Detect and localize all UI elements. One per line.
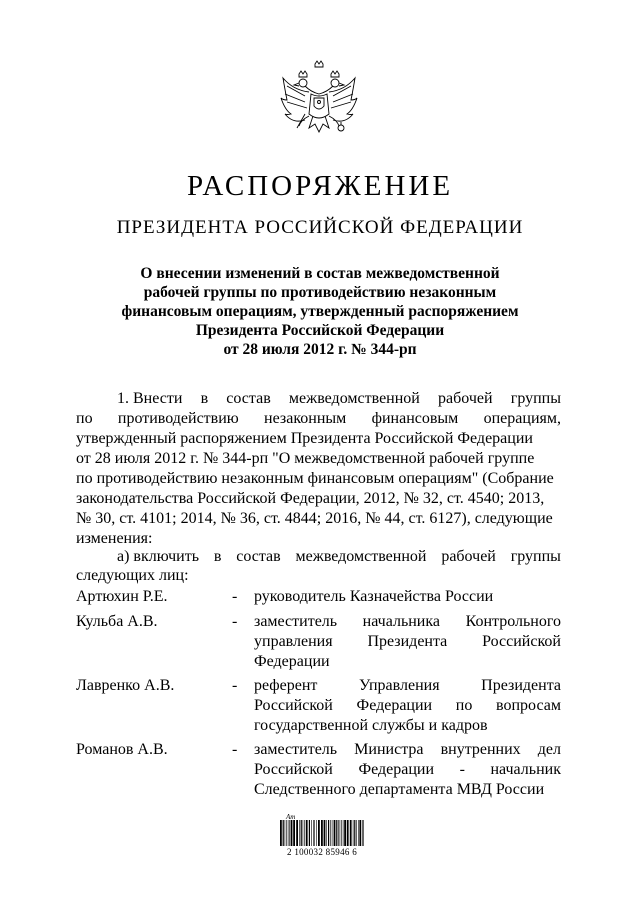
word: Российской xyxy=(254,697,333,714)
word: противодействию xyxy=(117,410,239,427)
role-line: Следственного департамента МВД России xyxy=(254,781,545,798)
word: внутренних xyxy=(440,741,521,758)
word: межведомственной xyxy=(295,548,427,565)
paragraph-1-line-6: законодательства Российской Федерации, 2012, № 32, ст. 4540; 2013, xyxy=(76,490,545,507)
role-line xyxy=(254,632,561,652)
word: Контрольного xyxy=(465,613,561,630)
word: группы xyxy=(510,548,561,565)
word: Президента xyxy=(367,633,448,650)
person-entry xyxy=(76,612,561,672)
word: начальника xyxy=(362,613,440,630)
role-line xyxy=(254,740,561,760)
person-entry xyxy=(76,740,561,800)
document-title xyxy=(95,264,545,359)
role-line xyxy=(254,696,561,716)
word: в xyxy=(200,390,209,407)
word: рабочей xyxy=(441,548,496,565)
word: Федерации xyxy=(356,697,433,714)
word: по xyxy=(455,697,473,714)
barcode-bars-icon xyxy=(279,820,365,846)
word: в xyxy=(213,548,222,565)
person-name: Романов А.В. xyxy=(76,741,168,758)
word: Российской xyxy=(482,633,561,650)
paragraph-1-line-2 xyxy=(76,409,561,429)
word: Министра xyxy=(354,741,424,758)
paragraph-1-line-5: по противодействию незаконным финансовым операциям" (Собрание xyxy=(76,470,554,487)
word: операциям, xyxy=(483,410,561,427)
word: а) включить xyxy=(117,548,199,565)
word: вопросам xyxy=(496,697,561,714)
paragraph-2-line-2: следующих лиц: xyxy=(76,567,189,584)
word: группы xyxy=(510,390,561,407)
title-line: финансовым операциям, утвержденный распоряжением xyxy=(121,303,519,320)
barcode-digits: 2 100032 85946 6 xyxy=(286,847,358,857)
title-line: от 28 июля 2012 г. № 344-рп xyxy=(223,341,417,358)
word: Российской xyxy=(254,761,333,778)
document-type: РАСПОРЯЖЕНИЕ xyxy=(186,170,454,202)
person-dash: - xyxy=(232,588,238,605)
person-role xyxy=(254,587,561,607)
title-line: рабочей группы по противодействию незаконным xyxy=(143,284,497,301)
paragraph-2-line-1 xyxy=(76,547,561,567)
person-dash: - xyxy=(232,741,238,758)
paragraph-1-line-1 xyxy=(76,389,561,409)
title-line: Президента Российской Федерации xyxy=(195,322,445,339)
word: финансовым xyxy=(371,410,459,427)
paragraph-1-line-8: изменения: xyxy=(76,530,153,547)
word: состав xyxy=(236,548,281,565)
person-entry xyxy=(76,587,561,607)
word: состав xyxy=(226,390,271,407)
paragraph-1-line-7: № 30, ст. 4101; 2014, № 36, ст. 4844; 2016, № 44, ст. 6127), следующие xyxy=(76,510,553,527)
word: Управления xyxy=(359,677,440,694)
role-line: руководитель Казначейства России xyxy=(254,588,494,605)
role-line: государственной службы и кадров xyxy=(254,717,488,734)
word: 1. Внести xyxy=(117,390,183,407)
handwritten-mark: Ат xyxy=(286,813,296,821)
person-dash: - xyxy=(232,677,238,694)
word: референт xyxy=(254,677,318,694)
paragraph-1-line-4: от 28 июля 2012 г. № 344-рп "О межведомственной рабочей группе xyxy=(76,450,535,467)
word: рабочей xyxy=(438,390,493,407)
paragraph-1-line-3: утвержденный распоряжением Президента Российской Федерации xyxy=(76,430,533,447)
person-name: Артюхин Р.Е. xyxy=(76,588,168,605)
word: заместитель xyxy=(254,613,338,630)
word: начальник xyxy=(490,761,561,778)
role-line xyxy=(254,612,561,632)
state-emblem-icon xyxy=(275,58,363,146)
barcode xyxy=(276,813,368,857)
person-role xyxy=(254,612,561,672)
word: управления xyxy=(254,633,333,650)
person-dash: - xyxy=(232,613,238,630)
person-entry xyxy=(76,676,561,736)
person-name: Кульба А.В. xyxy=(76,613,158,630)
person-role xyxy=(254,676,561,736)
person-role xyxy=(254,740,561,800)
double-headed-eagle-icon xyxy=(275,58,363,146)
word: заместитель xyxy=(254,741,338,758)
word: незаконным xyxy=(264,410,347,427)
word: Федерации xyxy=(358,761,434,778)
word: по xyxy=(76,410,93,427)
person-name: Лавренко А.В. xyxy=(76,677,175,694)
role-line xyxy=(254,676,561,696)
role-line: Федерации xyxy=(254,653,330,670)
role-line xyxy=(254,760,561,780)
title-line: О внесении изменений в состав межведомственной xyxy=(140,265,500,282)
word: Президента xyxy=(481,677,561,694)
word: межведомственной xyxy=(288,390,420,407)
word: - xyxy=(459,761,465,778)
word: дел xyxy=(537,741,561,758)
document-issuer: ПРЕЗИДЕНТА РОССИЙСКОЙ ФЕДЕРАЦИИ xyxy=(116,217,524,238)
